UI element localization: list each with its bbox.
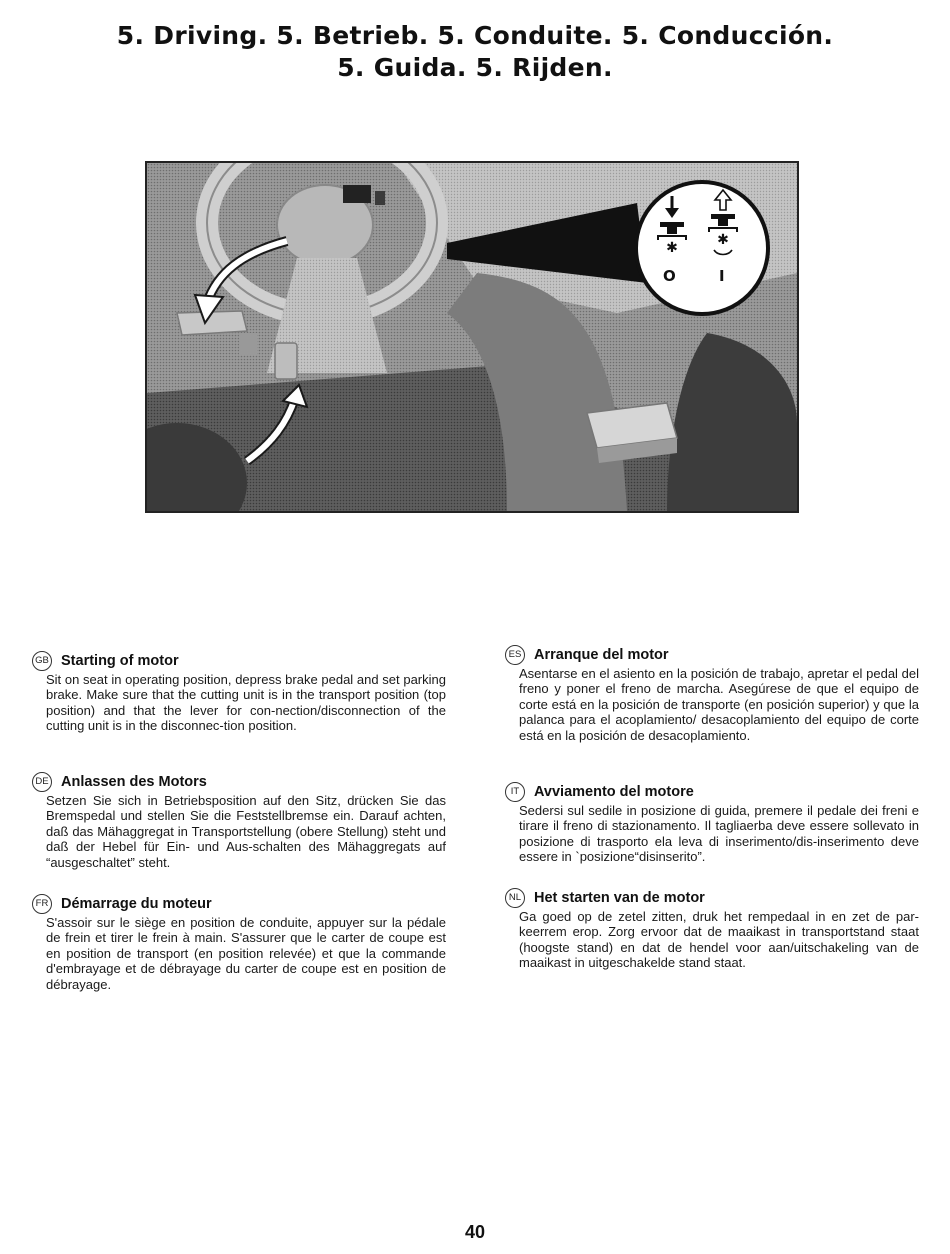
section-heading: Starting of motor bbox=[61, 653, 179, 669]
page-number: 40 bbox=[464, 1222, 486, 1242]
section-heading: Het starten van de motor bbox=[534, 890, 705, 906]
section-body: Asentarse en el asiento en la posición de trabajo, apretar el pedal del freno y poner el freno de marcha. Asegúrese de que el equipo de corte está en la posición de transporte (en posición superior) y que la palanca para el acoplamiento/ desacoplamiento del equipo de corte está en la posición de desacoplamiento. bbox=[519, 666, 919, 743]
section-it bbox=[510, 783, 919, 865]
language-badge-gb: GB bbox=[32, 651, 52, 671]
language-badge-it: IT bbox=[505, 782, 525, 802]
section-heading: Démarrage du moteur bbox=[61, 896, 212, 912]
section-body: Setzen Sie sich in Betriebsposition auf den Sitz, drücken Sie das Bremspedal und stellen Sie die Feststellbremse ein. Darauf achten, daß das Mähaggregat in Transportstellung (obere Stellung) steht und daß der Hebel für Ein- und Aus-schalten des Mähaggregats auf “ausgeschaltet” steht. bbox=[46, 793, 446, 870]
language-badge-de: DE bbox=[32, 772, 52, 792]
section-heading: Avviamento del motore bbox=[534, 784, 694, 800]
tractor-dashboard-illustration bbox=[145, 161, 799, 513]
symbol-on-label: I bbox=[719, 267, 725, 285]
page-subtitle: 5. Guida. 5. Rijden. bbox=[337, 53, 613, 82]
language-badge-nl: NL bbox=[505, 888, 525, 908]
language-badge-fr: FR bbox=[32, 894, 52, 914]
section-gb bbox=[35, 652, 446, 734]
section-fr bbox=[35, 895, 446, 992]
lever-position-icon bbox=[632, 178, 772, 318]
section-heading: Arranque del motor bbox=[534, 647, 669, 663]
section-body: Sedersi sul sedile in posizione di guida, premere il pedale dei freni e tirare il freno di stazionamento. Il tagliaerba deve essere sollevato in posizione di trasporto ela leva di inserimento/dis-inserimento deve essere in `posizione“disinserito”. bbox=[519, 803, 919, 865]
section-de bbox=[35, 773, 446, 870]
section-body: Sit on seat in operating position, depress brake pedal and set parking brake. Make sure that the cutting unit is in the transport position (top position) and that the lever for con-nection/disconnection of the cutting unit is in the disconnec-tion position. bbox=[46, 672, 446, 734]
svg-text:✱: ✱ bbox=[666, 240, 678, 256]
section-nl bbox=[508, 889, 919, 971]
svg-text:✱: ✱ bbox=[717, 232, 729, 248]
section-es bbox=[508, 646, 919, 743]
symbol-off-label: O bbox=[663, 267, 676, 285]
section-heading: Anlassen des Motors bbox=[61, 774, 207, 790]
section-body: S'assoir sur le siège en position de conduite, appuyer sur la pédale de frein et tirer le frein à main. S'assurer que le carter de coupe est en position de transport (en position relevée) et que la commande d'embrayage et de débrayage du carter de coupe est en position de débrayage. bbox=[46, 915, 446, 992]
language-badge-es: ES bbox=[505, 645, 525, 665]
page-title: 5. Driving. 5. Betrieb. 5. Conduite. 5. Conducción. bbox=[116, 21, 834, 50]
section-body: Ga goed op de zetel zitten, druk het rempedaal in en zet de par-keerrem erop. Zorg ervoor dat de maaikast in transportstand staat (hoogste stand) en dat de hendel voor aan/uitschakeling van de maaikast in uitgeschakelde stand staat. bbox=[519, 909, 919, 971]
